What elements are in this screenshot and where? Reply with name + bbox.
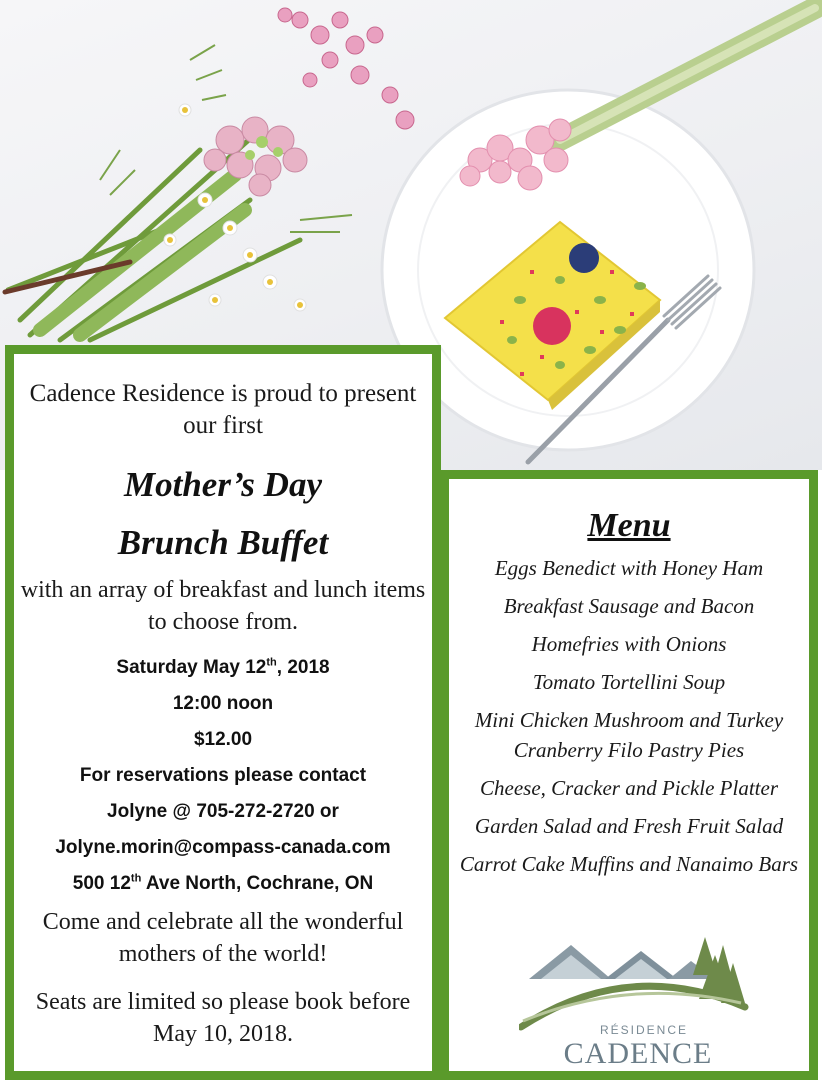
menu-item: Homefries with Onions — [531, 632, 727, 656]
menu-heading: Menu — [587, 507, 671, 544]
contact-email[interactable]: Jolyne.morin@compass-canada.com — [55, 837, 391, 858]
bottom-border — [5, 1072, 818, 1080]
menu-list — [453, 553, 805, 887]
contact-phone[interactable]: Jolyne @ 705-272-2720 or — [107, 801, 339, 822]
menu-item: Cheese, Cracker and Pickle Platter — [480, 776, 778, 800]
intro-text: Cadence Residence is proud to present our first — [29, 380, 417, 439]
menu-panel — [440, 470, 818, 1080]
event-price: $12.00 — [193, 729, 253, 750]
event-address: 500 12th Ave North, Cochrane, ON — [72, 872, 374, 894]
menu-item: Eggs Benedict with Honey Ham — [494, 556, 764, 580]
seats-notice: Seats are limited so please book before May 10, 2018. — [35, 989, 411, 1047]
residence-cadence-logo — [519, 937, 749, 1070]
event-time: 12:00 noon — [172, 693, 274, 714]
menu-item: Mini Chicken Mushroom and Turkey Cranberry Filo Pastry Pies — [474, 708, 784, 762]
event-description: with an array of breakfast and lunch items to choose from. — [20, 577, 426, 635]
event-title — [14, 456, 432, 572]
event-title-line2: Brunch Buffet — [117, 523, 329, 562]
logo-small-text: RÉSIDENCE — [599, 1023, 688, 1037]
menu-item: Tomato Tortellini Soup — [532, 670, 726, 694]
menu-item: Breakfast Sausage and Bacon — [503, 594, 755, 618]
menu-item: Garden Salad and Fresh Fruit Salad — [474, 814, 784, 838]
reservation-label: For reservations please contact — [79, 765, 367, 786]
event-date: Saturday May 12th, 2018 — [116, 656, 330, 678]
event-details-panel — [5, 345, 441, 1080]
logo-big-text: CADENCE — [563, 1037, 713, 1070]
menu-item: Carrot Cake Muffins and Nanaimo Bars — [459, 852, 799, 876]
event-details — [14, 650, 432, 902]
celebrate-text: Come and celebrate all the wonderful mothers of the world! — [42, 909, 404, 967]
event-title-line1: Mother’s Day — [123, 465, 322, 504]
